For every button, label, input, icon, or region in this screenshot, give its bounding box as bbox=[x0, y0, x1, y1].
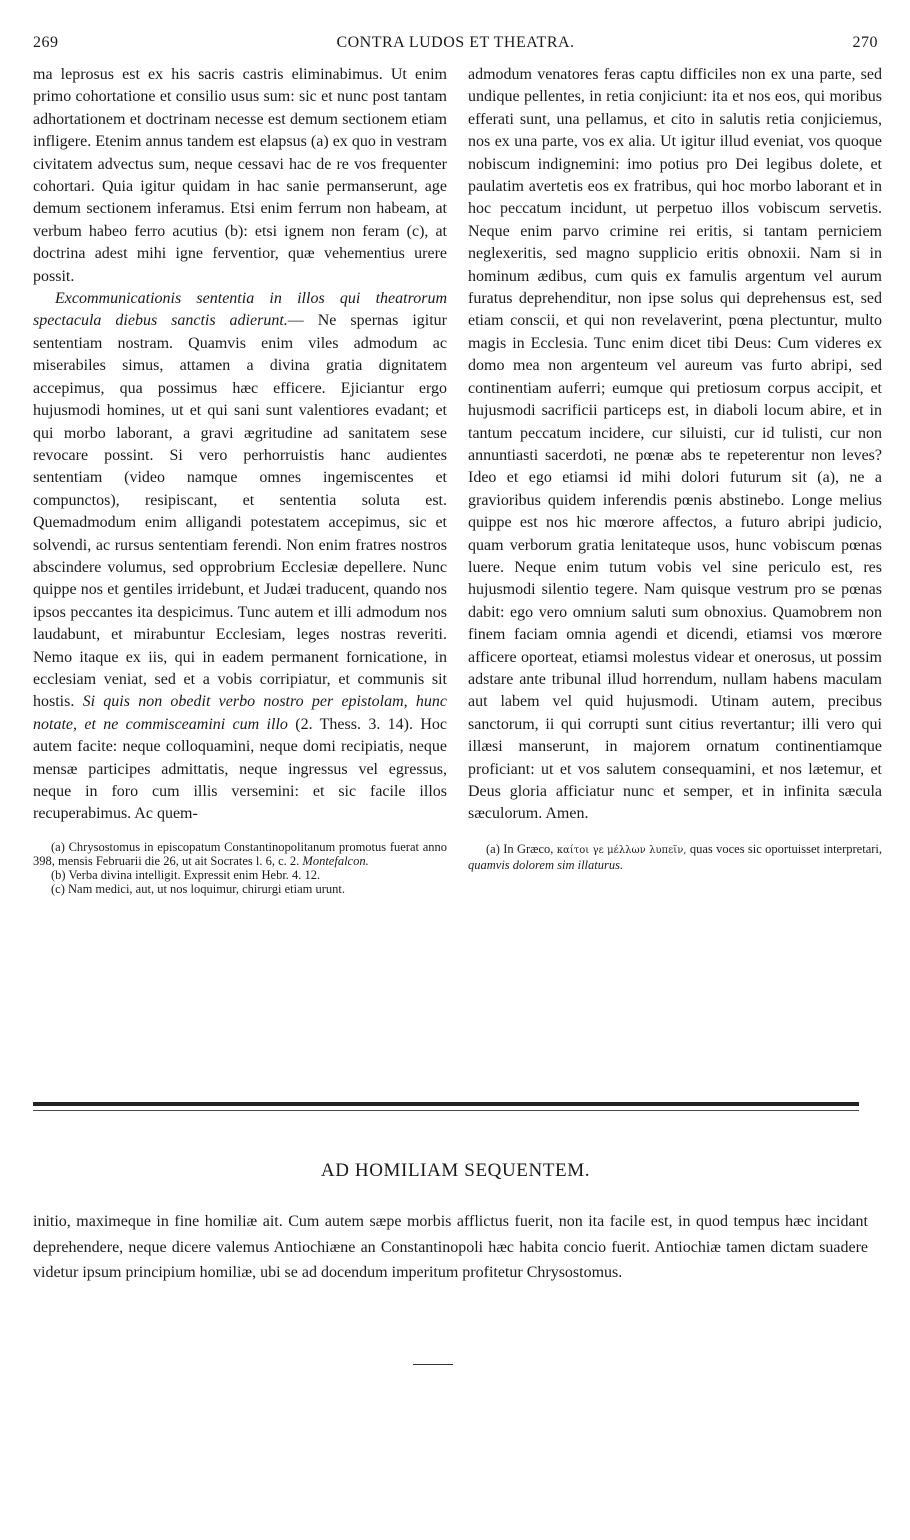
right-column bbox=[468, 64, 882, 872]
end-rule bbox=[413, 1364, 453, 1365]
footnote-greek-mid: quas voces sic oportuisset interpretari, bbox=[689, 841, 883, 856]
left-footnotes bbox=[33, 840, 447, 896]
footnote-a-author: Montefalcon. bbox=[302, 853, 369, 868]
footnote-a bbox=[33, 840, 447, 868]
section-title: AD HOMILIAM SEQUENTEM. bbox=[320, 1160, 591, 1181]
scripture-reference: (2. Thess. 3. 14). bbox=[295, 715, 414, 733]
section-divider-thin bbox=[33, 1110, 859, 1111]
right-paragraph: admodum venatores feras captu difficiles non ex una parte, sed undique pellentes, in retia conjiciunt: ita et nos eos, qui moribus efferati sunt, una pellamus, et cito in salutis retia conjiciemus, nos ex una parte, vos ex alia. Ut igitur illud eveniat, vos quoque nobiscum indignemini: imo potius pro Dei legibus dolete, et paulatim avertetis eos ex fratribus, qui hoc morbo laborant et in hoc peccatum incidunt, ut perpetuo illos vobiscum servetis. Neque enim parvo crimine rei eritis, si tantam perniciem neglexeritis, sed magno supplicio eritis obnoxii. Nam si in hominum ædibus, cum quis ex famulis argentum vel aurum furatus deprehenditur, non ipse solus qui deprehensus est, sed etiam conscii, et qui non revelaverint, pœna plectuntur, multo magis in Ecclesia. Tunc enim dicet tibi Deus: Cum videres ex domo mea non argenteum vel aureum vas furto abripi, sed continentiam auferri; eumque qui pretiosum corpus accipit, et hujusmodi sacrificii particeps est, in diaboli locum abire, et in tantum peccatum incidere, cur siluisti, cur id tulisti, cur non annuntiasti sacerdoti, ne pœnæ abs te repeterentur non leves? Ideo et ego etiamsi id mihi dolori futurum sit (a), ne a gravioribus quidem inferendis pœnis abstinebo. Longe melius quippe est nos hic mœrore affectos, a futuro abripi judicio, quam verborum gratia lenitateque usos, hunc vobiscum pœnas luere. Neque enim tutum vobis vel sine periculo est, res hujusmodi silentio tegere. Nam quisque vestrum pro se pœnas dabit: ego vero omnium saluti sum obnoxius. Quamobrem non finem faciam omnia agendi et dicendi, etiamsi vos mœrore afficere oporteat, etiamsi molestus videar et onerosus, ut possim adstare ante tribunal illud horrendum, nullam habens maculam aut labem vel quid hujusmodi. Utinam autem, precibus sanctorum, ii qui corrupti sunt citius revertantur; illi vero qui illæsi manserunt, in majorem ornatum continentiamque proficiant: ut et vos salutem consequamini, et nos lætemur, et Deus gloria afficiatur nunc et semper, et in infinita sæcula sæculorum. Amen. bbox=[468, 66, 882, 823]
footnote-greek bbox=[468, 842, 882, 872]
footnote-c: (c) Nam medici, aut, ut nos loquimur, chirurgi etiam urunt. bbox=[51, 881, 345, 896]
excommunication-text: — Ne spernas igitur sententiam nostram. Quamvis enim viles admodum ac miserabiles simus, attamen a divina gratia dignitatem accepimus, qua possimus hæc efficere. Ejiciantur ergo hujusmodi homines, ut et qui sani sunt valentiores evadant; et qui morbo laborant, a gravi ægritudine ad sanitatem sese revocare possint. Si vero perhorruistis hanc audientes sententiam (video namque omnes ingemiscentes et compunctos), resipiscant, et sententia soluta est. Quemadmodum enim alligandi potestatem accepimus, sic et solvendi, ac rursus sententiam ferendi. Non enim fratres nostros abscindere volumus, sed opprobrium Ecclesiæ depellere. Nunc quippe nos et gentiles irridebunt, et Judæi traducent, quando nos ipsos peccantes ita despicimus. Tunc autem et illi admodum nos laudabunt, et mirabuntur Ecclesiam, leges nostras reveriti. Nemo itaque ex iis, qui in eadem permanent fornicatione, in ecclesiam veniat, sed et a vobis corripiatur, et communis sit hostis. bbox=[33, 312, 448, 711]
left-paragraph-2 bbox=[33, 288, 447, 826]
running-title: CONTRA LUDOS ET THEATRA. bbox=[336, 34, 575, 51]
footnote-a-text: (a) Chrysostomus in episcopatum Constantinopolitanum promotus fuerat anno 398, mensis Februarii die 26, ut ait Socrates l. 6, c. 2. bbox=[33, 839, 447, 868]
footnote-greek-intro: (a) In Græco, bbox=[486, 841, 554, 856]
section-text: initio, maximeque in fine homiliæ ait. Cum autem sæpe morbis afflictus fuerit, non ita facile est, in quod tempus hæc incidant deprehendere, neque dicere valemus Antiochiæne an Constantinopoli hæc habita concio fuerit. Antiochiæ tamen dictam suadere videtur ipsum principium homiliæ, ubi se ad docendum imperitum profitetur Chrysostomus. bbox=[33, 1213, 868, 1281]
right-footnotes bbox=[468, 842, 882, 872]
section-divider-thick bbox=[33, 1102, 859, 1106]
excommunication-tail: Hoc autem facite: neque colloquamini, neque domi recipiatis, neque mensæ participes admittatis, neque ingressus vel egressus, neque in foro cum illis versemini: et sic facile illos recuperabimus. Ac quem- bbox=[33, 715, 448, 823]
excommunication-heading: Excommunicationis sententia in illos qui theatrorum spectacula diebus sanctis adierunt. bbox=[33, 290, 447, 330]
page-number-left: 269 bbox=[33, 34, 59, 51]
left-column bbox=[33, 64, 447, 896]
page-header bbox=[33, 34, 878, 58]
footnote-greek-words: καίτοι γε μέλλων λυπεῖν, bbox=[556, 844, 687, 856]
footnote-b: (b) Verba divina intelligit. Expressit enim Hebr. 4. 12. bbox=[51, 867, 321, 882]
left-paragraph-1: ma leprosus est ex his sacris castris eliminabimus. Ut enim primo cohortatione et consilio usus sum: sic et nunc post tantam adhortationem et doctrinam necesse est demum sectionem etiam infligere. Etenim annus tandem est elapsus (a) ex quo in vestram civitatem advectus sum, neque cessavi hac de re vos frequenter cohortari. Quia igitur quidam in hac sanie permanserunt, age demum sectionem inferamus. Etsi enim ferrum non habeam, at verbum habeo ferro acutius (b): etsi ignem non feram (c), at doctrina adest mihi igne ferventior, quæ vehementius urere possit. bbox=[33, 66, 447, 285]
page-number-right: 270 bbox=[852, 34, 878, 51]
scripture-quote: Si quis non obedit verbo nostro per epistolam, hunc notate, et ne commisceamini cum illo bbox=[33, 693, 448, 733]
footnote-greek-translation: quamvis dolorem sim illaturus. bbox=[468, 857, 624, 872]
